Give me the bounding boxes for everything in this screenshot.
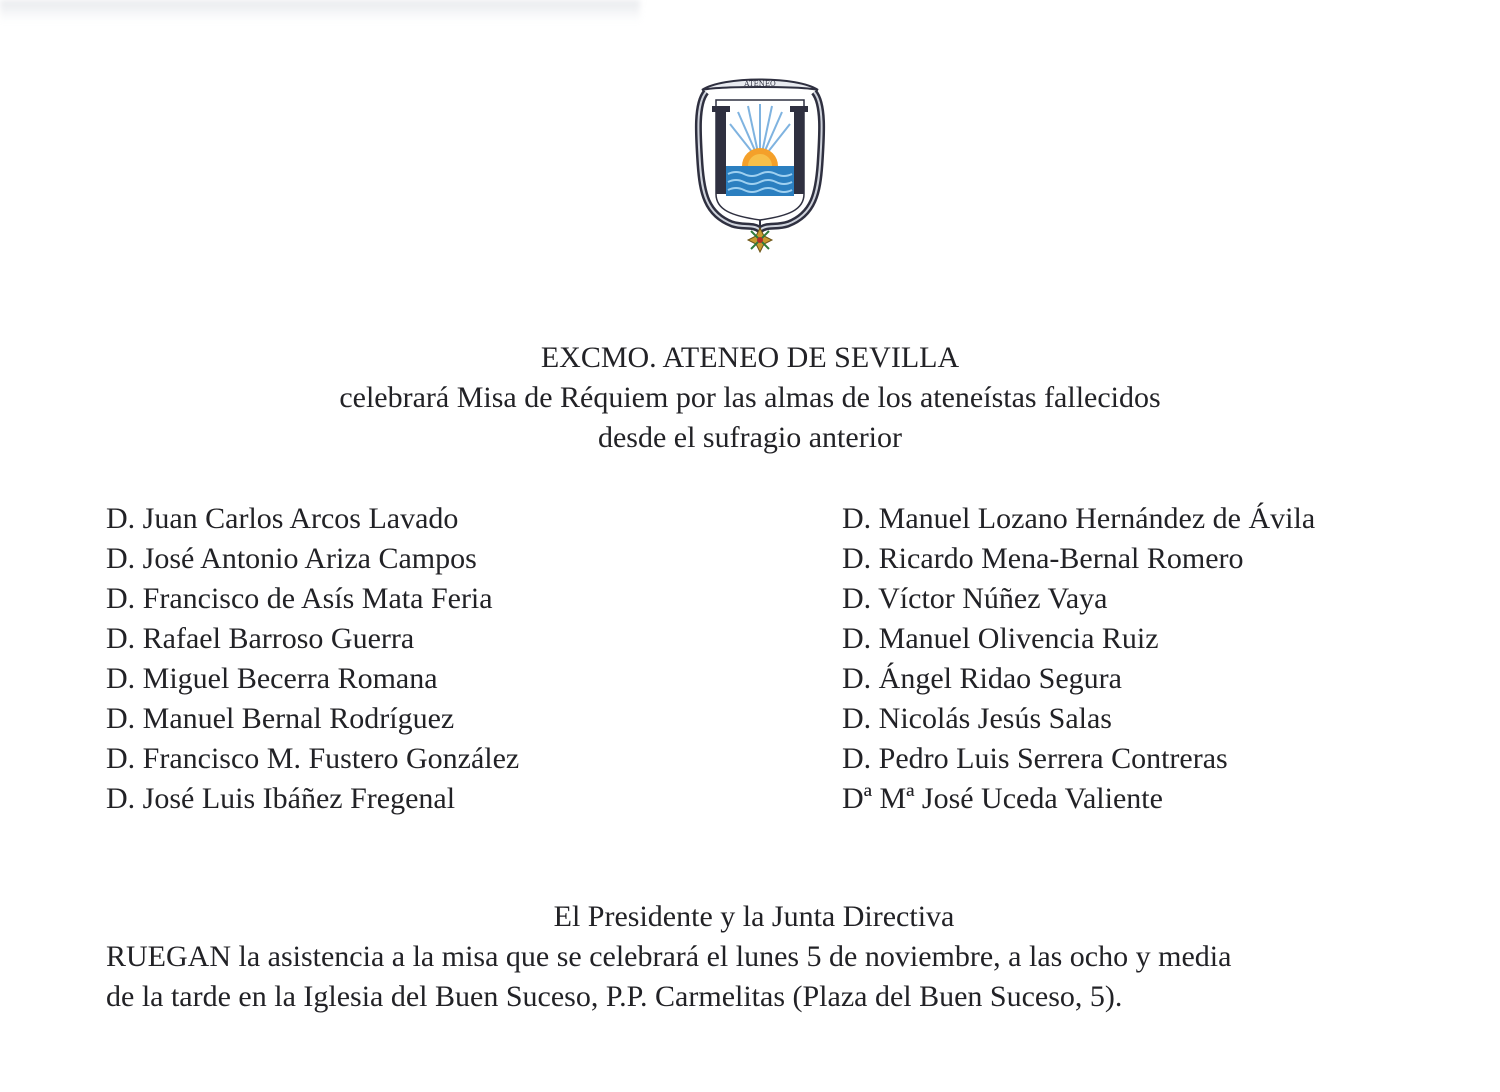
signature-line: El Presidente y la Junta Directiva	[553, 900, 955, 933]
list-item: Dª Mª José Uceda Valiente	[842, 782, 1163, 815]
list-item: D. José Luis Ibáñez Fregenal	[106, 782, 456, 815]
list-item: D. Rafael Barroso Guerra	[106, 622, 415, 655]
notice-footer	[106, 897, 1406, 1017]
list-item: D. Manuel Lozano Hernández de Ávila	[842, 502, 1316, 535]
list-item: D. Manuel Bernal Rodríguez	[106, 702, 455, 735]
svg-text:ATENEO: ATENEO	[744, 80, 776, 88]
ateneo-crest-icon	[692, 74, 828, 254]
list-item: D. Víctor Núñez Vaya	[842, 582, 1108, 615]
scan-shadow	[0, 0, 640, 22]
list-item: D. Ricardo Mena-Bernal Romero	[842, 542, 1244, 575]
list-item: D. José Antonio Ariza Campos	[106, 542, 477, 575]
notice-header	[0, 338, 1500, 458]
list-item: D. Miguel Becerra Romana	[106, 662, 438, 695]
header-line-1: celebrará Misa de Réquiem por las almas de los ateneístas fallecidos	[339, 381, 1161, 414]
list-item: D. Manuel Olivencia Ruiz	[842, 622, 1159, 655]
list-item: D. Ángel Ridao Segura	[842, 662, 1122, 695]
request-line-1: RUEGAN la asistencia a la misa que se celebrará el lunes 5 de noviembre, a las ocho y media	[106, 940, 1232, 973]
list-item: D. Francisco de Asís Mata Feria	[106, 582, 493, 615]
list-item: D. Pedro Luis Serrera Contreras	[842, 742, 1228, 775]
list-item: D. Juan Carlos Arcos Lavado	[106, 502, 459, 535]
names-right-column	[842, 499, 1315, 819]
header-line-2: desde el sufragio anterior	[597, 421, 903, 454]
request-line-2: de la tarde en la Iglesia del Buen Suceso, P.P. Carmelitas (Plaza del Buen Suceso, 5).	[106, 980, 1123, 1013]
names-left-column	[106, 499, 519, 819]
list-item: D. Nicolás Jesús Salas	[842, 702, 1112, 735]
list-item: D. Francisco M. Fustero González	[106, 742, 520, 775]
institution-title: EXCMO. ATENEO DE SEVILLA	[540, 341, 960, 374]
